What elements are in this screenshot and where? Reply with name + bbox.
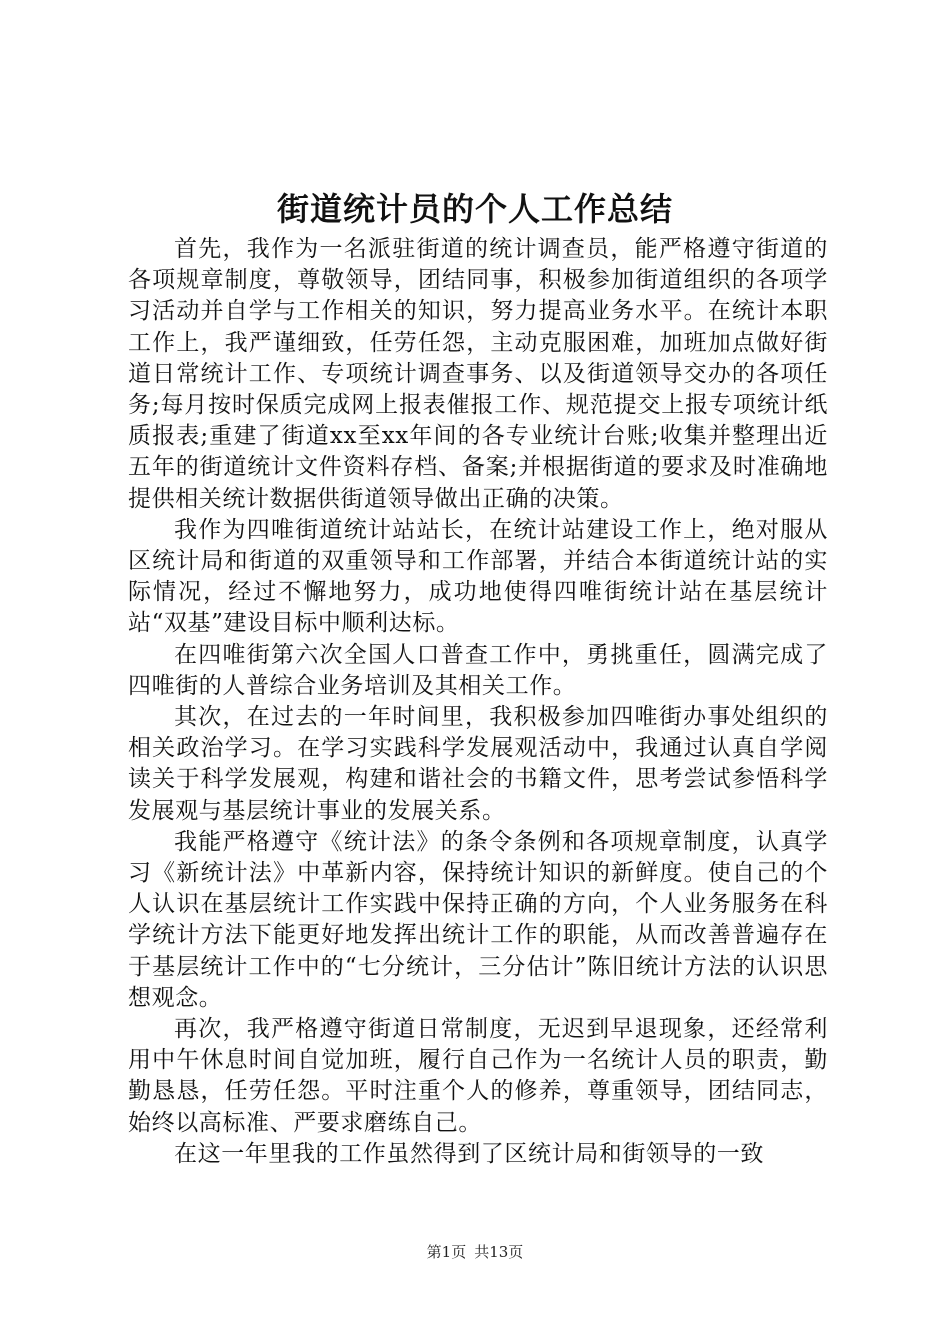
page-total: 共13页 xyxy=(474,1243,524,1261)
document-body xyxy=(128,234,828,1170)
paragraph: 在四唯街第六次全国人口普查工作中，勇挑重任，圆满完成了四唯街的人普综合业务培训及其相关工作。 xyxy=(128,641,828,699)
page-footer xyxy=(0,1240,950,1264)
paragraph: 再次，我严格遵守街道日常制度，无迟到早退现象，还经常利用中午休息时间自觉加班，履行自己作为一名统计人员的职责，勤勤恳恳，任劳任怨。平时注重个人的修养，尊重领导，团结同志，始终以高标准、严要求磨练自己。 xyxy=(128,1016,828,1136)
page-number: 第1页 xyxy=(426,1243,467,1261)
paragraph: 其次，在过去的一年时间里，我积极参加四唯街办事处组织的相关政治学习。在学习实践科学发展观活动中，我通过认真自学阅读关于科学发展观，构建和谐社会的书籍文件，思考尝试参悟科学发展观与基层统计事业的发展关系。 xyxy=(128,704,828,824)
paragraph: 我能严格遵守《统计法》的条令条例和各项规章制度，认真学习《新统计法》中革新内容，保持统计知识的新鲜度。使自己的个人认识在基层统计工作实践中保持正确的方向，个人业务服务在科学统计方法下能更好地发挥出统计工作的职能，从而改善普遍存在于基层统计工作中的“七分统计，三分估计”陈旧统计方法的认识思想观念。 xyxy=(128,828,828,1011)
document-title: 街道统计员的个人工作总结 xyxy=(276,190,673,228)
paragraph: 我作为四唯街道统计站站长，在统计站建设工作上，绝对服从区统计局和街道的双重领导和工作部署，并结合本街道统计站的实际情况，经过不懈地努力，成功地使得四唯街统计站在基层统计站“双基”建设目标中顺利达标。 xyxy=(128,516,828,637)
paragraph: 在这一年里我的工作虽然得到了区统计局和街领导的一致 xyxy=(174,1140,764,1167)
paragraph: 首先，我作为一名派驻街道的统计调查员，能严格遵守街道的各项规章制度，尊敬领导，团结同事，积极参加街道组织的各项学习活动并自学与工作相关的知识，努力提高业务水平。在统计本职工作上，我严谨细致，任劳任怨，主动克服困难，加班加点做好街道日常统计工作、专项统计调查事务、以及街道领导交办的各项任务;每月按时保质完成网上报表催报工作、规范提交上报专项统计纸质报表;重建了街道xx至xx年间的各专业统计台账;收集并整理出近五年的街道统计文件资料存档、备案;并根据街道的要求及时准确地提供相关统计数据供街道领导做出正确的决策。 xyxy=(128,236,828,512)
